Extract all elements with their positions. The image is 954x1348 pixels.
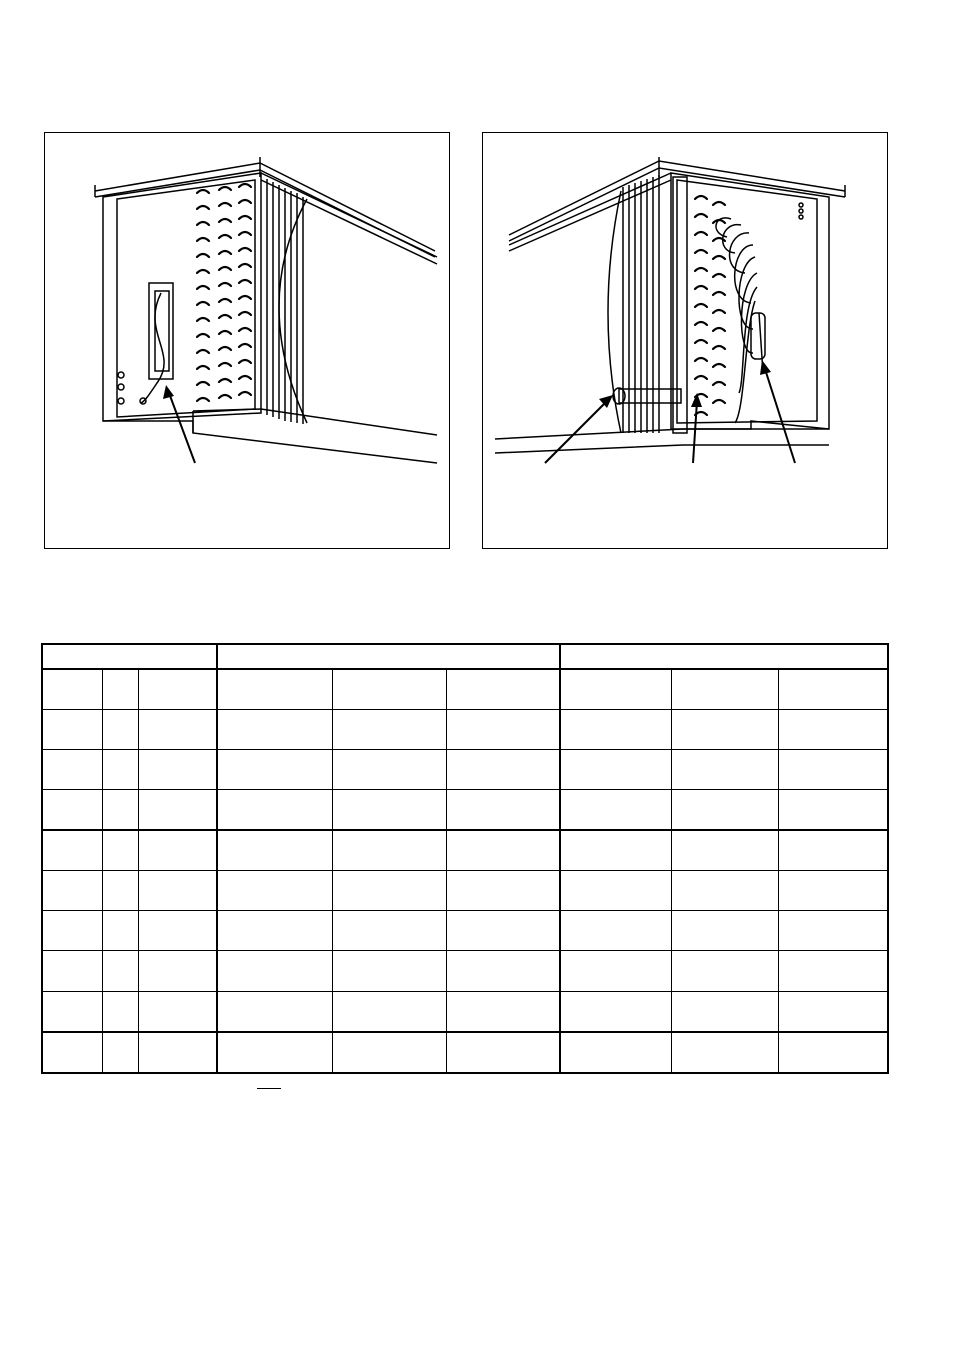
group-header-cell-2 <box>217 644 560 669</box>
unit-drawing-right <box>483 133 887 548</box>
callout-arrow-suction-line <box>545 395 613 463</box>
table-row <box>42 951 888 991</box>
table-row <box>42 789 888 830</box>
table-row <box>42 830 888 871</box>
group-header-cell-1 <box>42 644 217 669</box>
callout-arrow-distributor <box>760 360 795 463</box>
table-row <box>42 1032 888 1073</box>
callout-arrow-control-box <box>163 385 195 463</box>
table-row <box>42 709 888 749</box>
figure-left-electrical-end <box>44 132 450 549</box>
figure-right-coil-end <box>482 132 888 549</box>
table-row <box>42 991 888 1032</box>
group-header-cell-3 <box>560 644 888 669</box>
table-row <box>42 911 888 951</box>
table-row <box>42 669 888 710</box>
footnote-underline <box>257 1088 281 1089</box>
table-row <box>42 749 888 789</box>
callout-arrow-coil-header <box>691 393 702 463</box>
table-group-header-row <box>42 644 888 669</box>
specification-table <box>41 643 889 1074</box>
table-row <box>42 871 888 911</box>
unit-drawing-left <box>45 133 449 548</box>
